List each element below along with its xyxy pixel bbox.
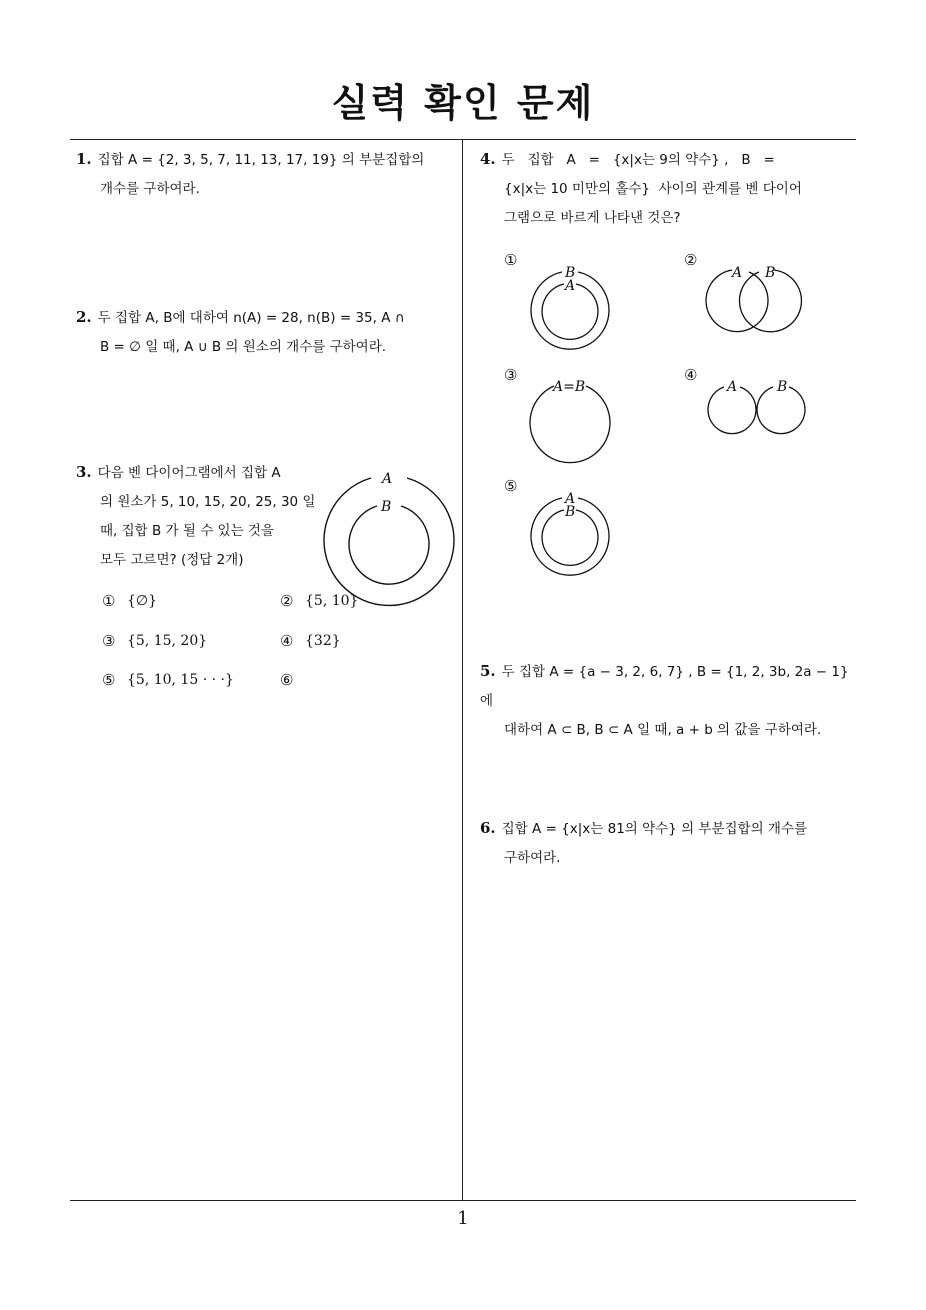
option-2: {5, 10} (305, 593, 359, 609)
question-text: 의 원소가 5, 10, 15, 20, 25, 30 일 (100, 494, 316, 510)
question-text: 집합 A = {2, 3, 5, 7, 11, 13, 17, 19} 의 부분집합의 (97, 152, 425, 168)
option-4: {32} (305, 633, 341, 649)
page-number: 1 (457, 1208, 469, 1229)
question-number: 2. (76, 308, 92, 326)
choice-mark-3: ③ (504, 366, 518, 384)
set-label-B: B (565, 504, 576, 520)
question-text: 모두 고르면? (정답 2개) (100, 552, 244, 568)
option-mark-1: ① (102, 592, 116, 610)
question-6 (480, 814, 864, 873)
set-label-A: A (382, 471, 393, 487)
venn-choice-1 (524, 262, 616, 354)
option-mark-4: ④ (280, 632, 294, 650)
option-5: {5, 10, 15 · · ·} (127, 672, 234, 688)
question-text: 두 집합 A, B에 대하여 n(A) = 28, n(B) = 35, A ∩ (97, 310, 405, 326)
question-text: {x|x는 10 미만의 홀수} 사이의 관계를 벤 다이어 (504, 181, 802, 197)
question-text: 그램으로 바르게 나타낸 것은? (504, 210, 681, 226)
set-label-B: B (381, 499, 392, 515)
question-text: 다음 벤 다이어그램에서 집합 A (97, 465, 281, 481)
question-5 (480, 657, 864, 745)
option-mark-6: ⑥ (280, 671, 294, 689)
question-text: B = ∅ 일 때, A ∪ B 의 원소의 개수를 구하여라. (100, 339, 387, 355)
bottom-rule (70, 1200, 856, 1201)
option-mark-5: ⑤ (102, 671, 116, 689)
question-1 (76, 145, 460, 204)
question-text: 두 집합 A = {a − 3, 2, 6, 7} , B = {1, 2, 3b, 2a − 1} 에 (480, 664, 849, 709)
venn-choice-5 (524, 488, 616, 580)
question-number: 4. (480, 150, 496, 168)
set-label-B: B (565, 265, 576, 281)
question-number: 6. (480, 819, 496, 837)
choice-mark-1: ① (504, 251, 518, 269)
option-mark-3: ③ (102, 632, 116, 650)
venn-diagram-q3 (316, 464, 462, 610)
set-label-A: A (732, 265, 743, 281)
question-number: 3. (76, 463, 92, 481)
page-title: 실력 확인 문제 (331, 81, 595, 125)
set-label-A: A (565, 278, 576, 294)
venn-choice-2 (704, 262, 804, 338)
question-text: 구하여라. (504, 850, 561, 866)
column-divider (462, 139, 463, 1201)
venn-choice-4 (704, 376, 808, 440)
option-3: {5, 15, 20} (127, 633, 208, 649)
choice-mark-5: ⑤ (504, 477, 518, 495)
option-mark-2: ② (280, 592, 294, 610)
question-2 (76, 303, 460, 362)
question-3 (76, 458, 316, 575)
set-label-A-equals-B: A=B (553, 379, 586, 395)
option-1: {∅} (127, 593, 158, 609)
choice-mark-2: ② (684, 251, 698, 269)
question-text: 대하여 A ⊂ B, B ⊂ A 일 때, a + b 의 값을 구하여라. (504, 722, 822, 738)
question-text: 개수를 구하여라. (100, 181, 200, 197)
question-4 (480, 145, 860, 233)
question-text: 두 집합 A = {x|x는 9의 약수} , B = (501, 152, 775, 168)
set-label-A: A (565, 491, 576, 507)
venn-choice-3 (524, 376, 616, 464)
question-text: 때, 집합 B 가 될 수 있는 것을 (100, 523, 275, 539)
choice-mark-4: ④ (684, 366, 698, 384)
set-label-B: B (765, 265, 776, 281)
top-rule (70, 139, 856, 140)
question-text: 집합 A = {x|x는 81의 약수} 의 부분집합의 개수를 (501, 821, 808, 837)
question-number: 5. (480, 662, 496, 680)
question-number: 1. (76, 150, 92, 168)
set-label-A: A (727, 379, 738, 395)
set-label-B: B (777, 379, 788, 395)
